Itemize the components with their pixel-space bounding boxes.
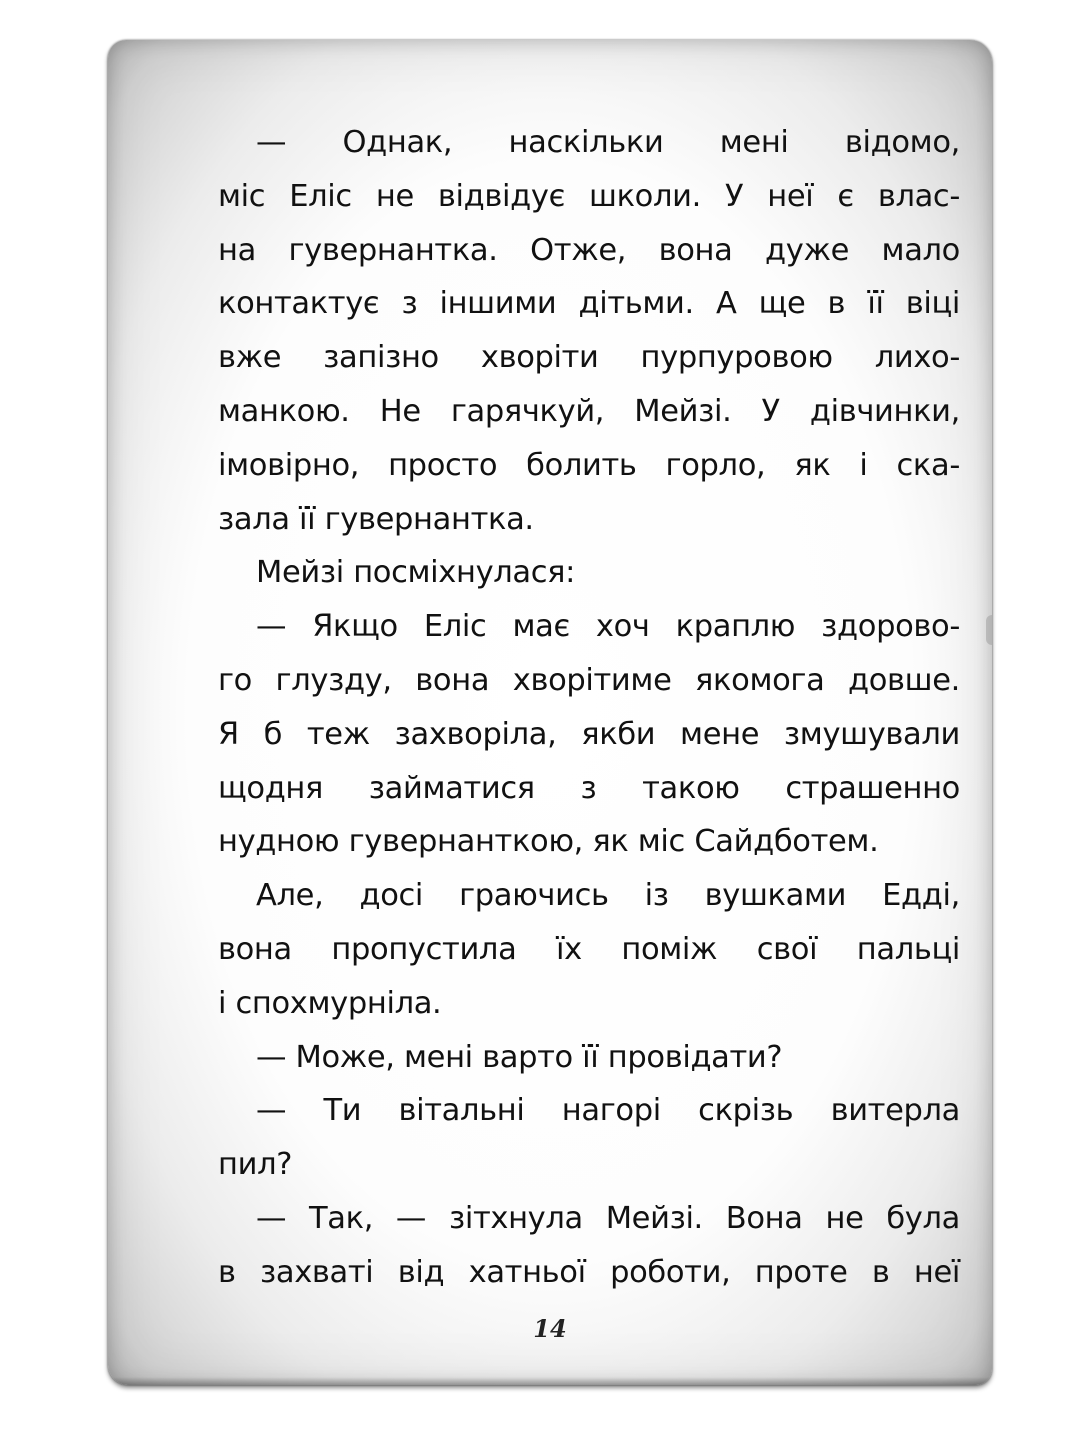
page-text (218, 116, 960, 1300)
text-line: нудною гувернанткою, як міс Сайдботем. (218, 824, 879, 860)
text-line: — Так, — зітхнула Мейзі. Вона не була (256, 1200, 960, 1236)
book-page (108, 40, 992, 1385)
text-line: в захваті від хатньої роботи, проте в неї (218, 1254, 960, 1290)
text-line: контактує з іншими дітьми. А ще в її віці (218, 286, 960, 322)
text-line: — Якщо Еліс має хоч краплю здорово- (256, 609, 960, 645)
text-line: зала її гувернантка. (218, 501, 534, 537)
text-line: го глузду, вона хворітиме якомога довше. (218, 662, 960, 698)
text-line: щодня займатися з такою страшенно (218, 770, 960, 806)
text-line: Я б теж захворіла, якби мене змушували (218, 716, 960, 752)
text-line: Мейзі посміхнулася: (256, 555, 576, 591)
text-line: на гувернантка. Отже, вона дуже мало (218, 232, 960, 268)
text-line: Але, досі граючись із вушками Едді, (256, 878, 960, 914)
text-line: і спохмурніла. (218, 985, 442, 1021)
text-line: вона пропустила їх поміж свої пальці (218, 931, 960, 967)
text-line: імовірно, просто болить горло, як і ска- (218, 447, 960, 483)
text-line: вже запізно хворіти пурпуровою лихо- (218, 340, 960, 376)
text-line: — Ти вітальні нагорі скрізь витерла (256, 1093, 960, 1129)
text-line: — Однак, наскільки мені відомо, (256, 125, 960, 160)
text-line: — Може, мені варто її провідати? (256, 1039, 783, 1075)
text-line: пил? (218, 1147, 293, 1183)
page-number: 14 (533, 1314, 567, 1343)
page-edge-notch (986, 615, 992, 645)
text-line: манкою. Не гарячкуй, Мейзі. У дівчинки, (218, 393, 960, 429)
text-line: міс Еліс не відвідує школи. У неї є влас- (218, 178, 960, 214)
